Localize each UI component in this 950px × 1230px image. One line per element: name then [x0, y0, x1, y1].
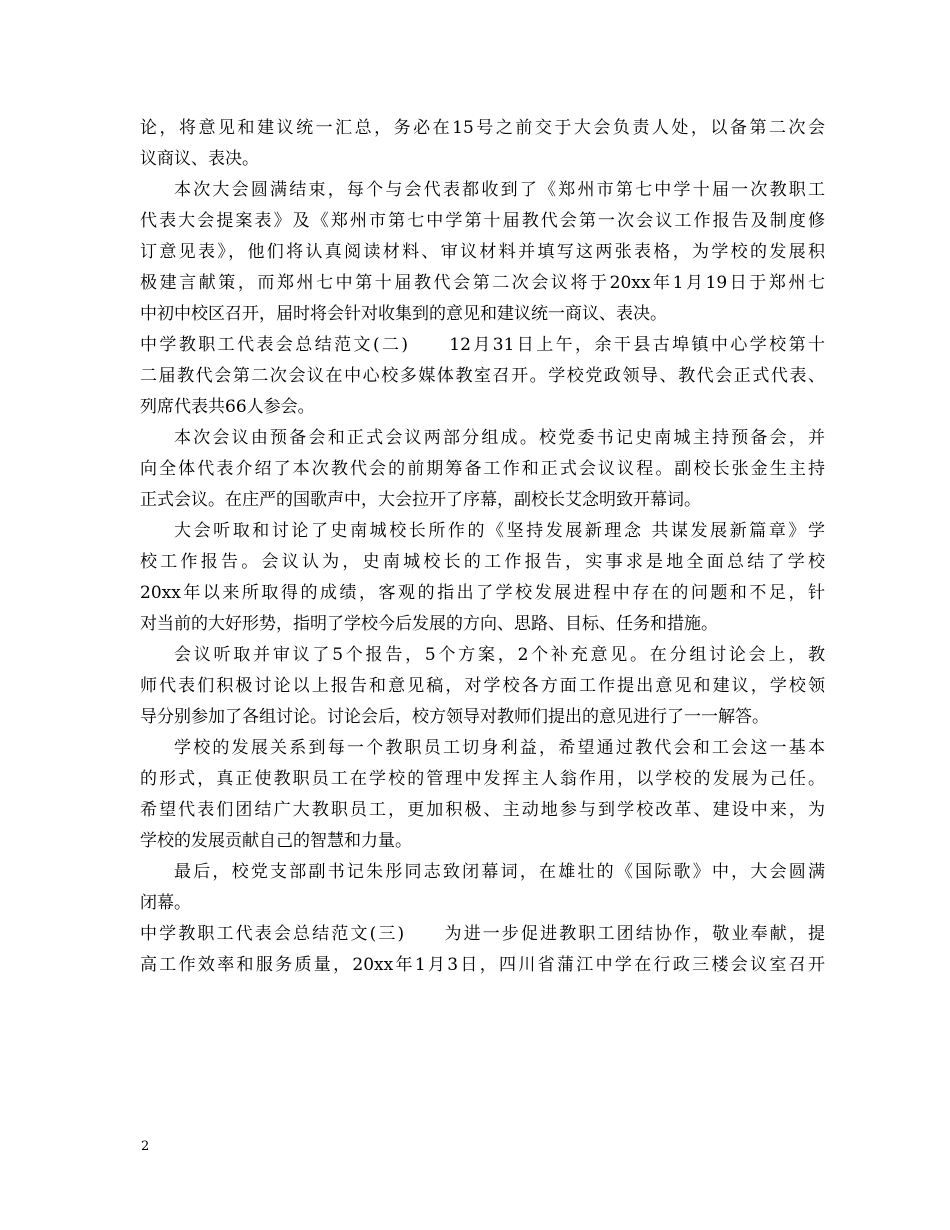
page-number: 2 — [141, 1139, 150, 1154]
text-line: 20xx年以来所取得的成绩，客观的指出了学校发展进程中存在的问题和不足，针 — [140, 583, 825, 603]
paragraph-start-line: 本次会议由预备会和正式会议两部分组成。校党委书记史南城主持预备会，并 — [174, 428, 825, 448]
text-line: 学校的发展贡献自己的智慧和力量。 — [140, 831, 412, 851]
text-line: 高工作效率和服务质量，20xx年1月3日，四川省蒲江中学在行政三楼会议室召开 — [140, 955, 825, 975]
text-line: 闭幕。 — [140, 893, 191, 913]
document-body — [140, 113, 825, 981]
text-line: 师代表们积极讨论以上报告和意见稿，对学校各方面工作提出意见和建议，学校领 — [140, 676, 825, 696]
text-line: 对当前的大好形势，指明了学校今后发展的方向、思路、目标、任务和措施。 — [140, 614, 718, 634]
text-line: 希望代表们团结广大教职员工，更加积极、主动地参与到学校改革、建设中来，为 — [140, 800, 825, 820]
text-line: 列席代表共66人参会。 — [140, 397, 315, 417]
text-line: 代表大会提案表》及《郑州市第七中学第十届教代会第一次会议工作报告及制度修 — [140, 211, 825, 231]
text-line: 议商议、表决。 — [140, 149, 259, 169]
paragraph-start-line: 会议听取并审议了5个报告，5个方案，2个补充意见。在分组讨论会上，教 — [174, 645, 825, 665]
text-line: 论，将意见和建议统一汇总，务必在15号之前交于大会负责人处，以备第二次会 — [140, 118, 825, 138]
text-line: 订意见表》，他们将认真阅读材料、审议材料并填写这两张表格，为学校的发展积 — [140, 242, 825, 262]
text-line: 中初中校区召开，届时将会针对收集到的意见和建议统一商议、表决。 — [140, 304, 667, 324]
text-line: 正式会议。在庄严的国歌声中，大会拉开了序幕，副校长艾念明致开幕词。 — [140, 490, 701, 510]
text-line: 导分别参加了各组讨论。讨论会后，校方领导对教师们提出的意见进行了一一解答。 — [140, 707, 769, 727]
paragraph-start-line: 学校的发展关系到每一个教职员工切身利益，希望通过教代会和工会这一基本 — [174, 738, 825, 758]
text-line: 向全体代表介绍了本次教代会的前期筹备工作和正式会议议程。副校长张金生主持 — [140, 459, 825, 479]
paragraph-start-line: 大会听取和讨论了史南城校长所作的《坚持发展新理念 共谋发展新篇章》学 — [174, 521, 825, 541]
section-heading-line: 中学教职工代表会总结范文(三) 为进一步促进教职工团结协作，敬业奉献，提 — [140, 924, 825, 944]
paragraph-start-line: 本次大会圆满结束，每个与会代表都收到了《郑州市第七中学十届一次教职工 — [174, 180, 825, 200]
text-line: 极建言献策，而郑州七中第十届教代会第二次会议将于20xx年1月19日于郑州七 — [140, 273, 825, 293]
paragraph-start-line: 最后，校党支部副书记朱彤同志致闭幕词，在雄壮的《国际歌》中，大会圆满 — [174, 862, 825, 882]
text-line: 二届教代会第二次会议在中心校多媒体教室召开。学校党政领导、教代会正式代表、 — [140, 366, 825, 386]
text-line: 校工作报告。会议认为，史南城校长的工作报告，实事求是地全面总结了学校 — [140, 552, 825, 572]
text-line: 的形式，真正使教职员工在学校的管理中发挥主人翁作用，以学校的发展为己任。 — [140, 769, 825, 789]
section-heading-line: 中学教职工代表会总结范文(二) 12月31日上午，余干县古埠镇中心学校第十 — [140, 335, 825, 355]
